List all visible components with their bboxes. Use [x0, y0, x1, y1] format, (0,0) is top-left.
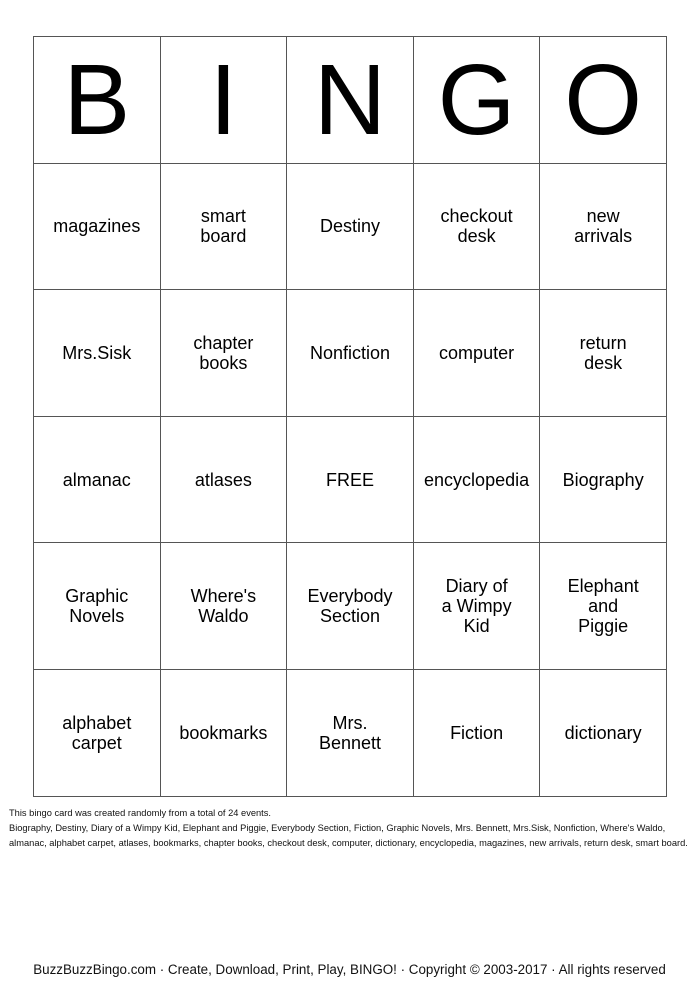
cell-text: Where's	[190, 586, 257, 607]
cell-text: Fiction	[450, 722, 504, 743]
free-space-text: FREE	[325, 469, 374, 490]
header-letter-n: N	[287, 37, 414, 164]
cell-text: Diary of	[445, 576, 508, 597]
card-cell	[34, 163, 161, 290]
cell-text: Mrs.	[332, 712, 368, 733]
cell-text: desk	[457, 226, 496, 247]
cell-text: a Wimpy	[441, 596, 512, 617]
card-cell	[34, 543, 161, 670]
card-cell	[34, 416, 161, 543]
card-row	[34, 416, 667, 543]
free-space-cell	[287, 416, 414, 543]
header-row	[34, 37, 667, 164]
card-cell	[287, 543, 414, 670]
card-cell	[160, 290, 287, 417]
cell-text: alphabet	[62, 712, 132, 733]
card-cell	[160, 543, 287, 670]
card-cell	[160, 416, 287, 543]
card-caption	[9, 806, 689, 851]
footer-copyright: BuzzBuzzBingo.com · Create, Download, Print, Play, BINGO! · Copyright © 2003-2017 · All rights reserved	[33, 962, 666, 977]
cell-text: board	[200, 226, 247, 247]
card-cell	[540, 290, 667, 417]
card-cell	[413, 669, 540, 796]
cell-text: Graphic	[65, 586, 129, 607]
cell-text: Elephant	[567, 576, 639, 597]
cell-text: Waldo	[198, 606, 249, 627]
card-cell	[540, 163, 667, 290]
bingo-card	[33, 36, 667, 797]
card-cell	[540, 669, 667, 796]
card-cell	[34, 290, 161, 417]
card-row	[34, 543, 667, 670]
card-cell	[160, 163, 287, 290]
cell-text: Bennett	[318, 732, 382, 753]
cell-text: arrivals	[574, 226, 633, 247]
card-cell	[287, 290, 414, 417]
cell-text: Everybody	[307, 586, 393, 607]
cell-text: books	[199, 352, 248, 373]
cell-text: almanac	[62, 469, 131, 490]
card-cell	[413, 416, 540, 543]
cell-text: Kid	[463, 616, 490, 637]
header-letter-g: G	[413, 37, 540, 164]
card-row	[34, 669, 667, 796]
cell-text: atlases	[194, 469, 252, 490]
card-cell	[287, 669, 414, 796]
caption-summary: This bingo card was created randomly from a total of 24 events.	[9, 808, 271, 818]
card-cell	[413, 163, 540, 290]
cell-text: magazines	[53, 216, 141, 237]
card-cell	[287, 163, 414, 290]
card-cell	[540, 543, 667, 670]
cell-text: carpet	[71, 732, 122, 753]
cell-text: new	[586, 206, 620, 227]
cell-text: return	[579, 332, 627, 353]
cell-text: Destiny	[319, 216, 380, 237]
cell-text: Nonfiction	[309, 342, 390, 363]
cell-text: smart	[200, 206, 246, 227]
cell-text: encyclopedia	[424, 469, 530, 490]
card-cell	[413, 543, 540, 670]
cell-text: desk	[584, 352, 623, 373]
header-letter-b: B	[34, 37, 161, 164]
card-cell	[413, 290, 540, 417]
cell-text: chapter	[193, 332, 254, 353]
header-letter-i: I	[160, 37, 287, 164]
cell-text: Mrs.Sisk	[62, 342, 132, 363]
caption-event-list: Biography, Destiny, Diary of a Wimpy Kid, Elephant and Piggie, Everybody Section, Fiction, Graphic Novels, Mrs. Bennett, Mrs.Sisk, Nonfiction, Where's Waldo, almanac, alphabet carpet, atlases, bookmarks, chapter books, checkout desk, computer, dictionary, encyclopedia, magazines, new arrivals, return desk, smart board.	[9, 823, 688, 848]
header-letter-o: O	[540, 37, 667, 164]
cell-text: dictionary	[564, 722, 642, 743]
cell-text: Piggie	[578, 616, 629, 637]
card-row	[34, 290, 667, 417]
cell-text: Section	[319, 606, 380, 627]
card-row	[34, 163, 667, 290]
card-cell	[34, 669, 161, 796]
card-cell	[540, 416, 667, 543]
cell-text: bookmarks	[179, 722, 268, 743]
cell-text: Biography	[562, 469, 644, 490]
cell-text: Novels	[69, 606, 125, 627]
cell-text: and	[588, 596, 619, 617]
cell-text: checkout	[440, 206, 513, 227]
card-cell	[160, 669, 287, 796]
cell-text: computer	[439, 342, 515, 363]
